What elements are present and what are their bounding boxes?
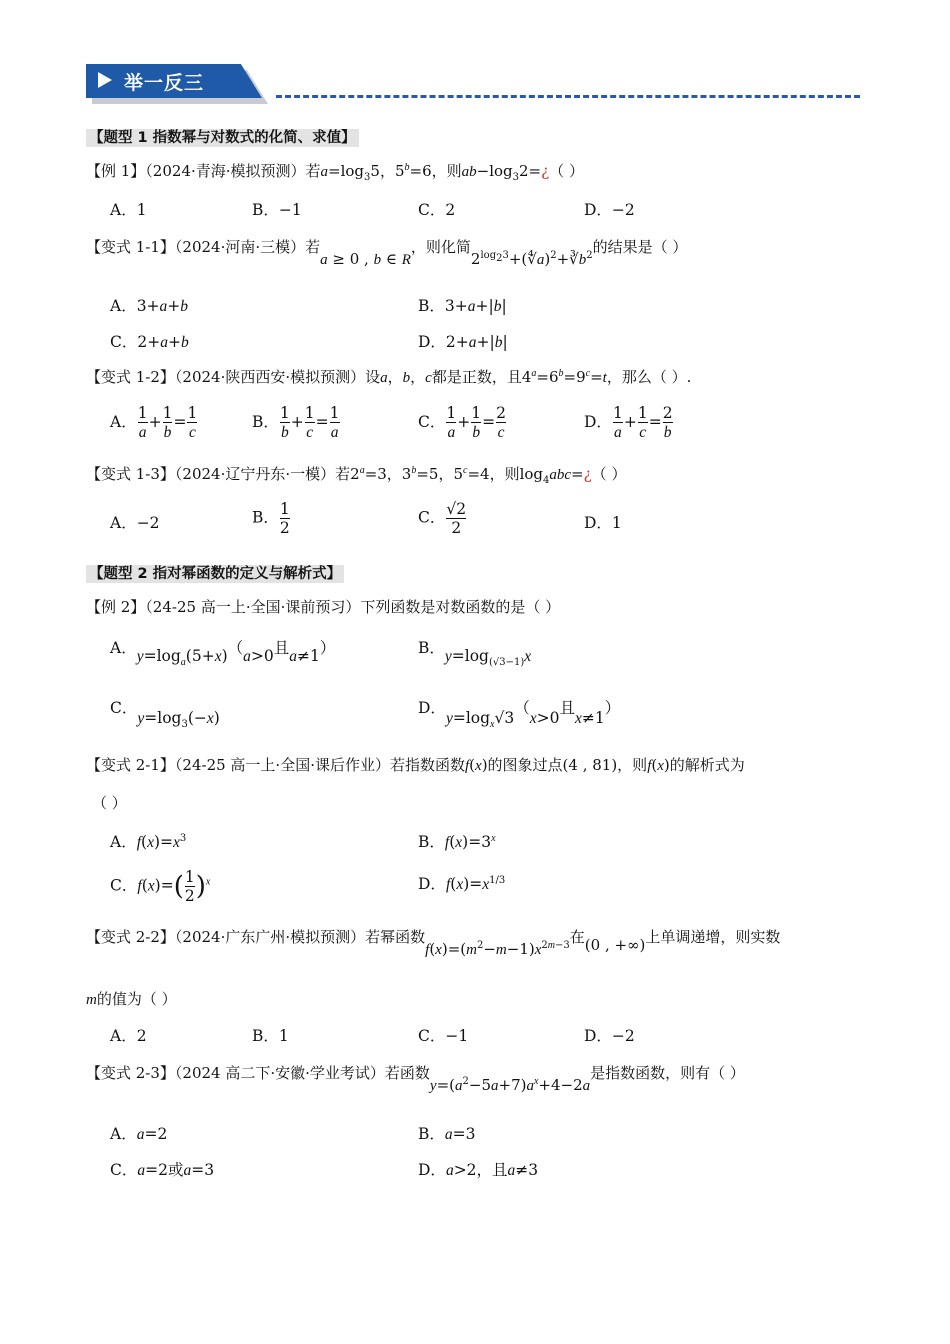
example-1-option-d[interactable]: D．−2	[584, 201, 635, 219]
variant-1-1-option-c[interactable]: C．2+a+b	[110, 333, 189, 351]
example-2-option-c[interactable]: C．$y=\log_3(-x)$	[110, 699, 220, 731]
variant-2-3-option-d[interactable]: D．a>2，且a≠3	[418, 1161, 539, 1179]
variant-1-1-option-a[interactable]: A．3+a+b	[110, 297, 189, 315]
variant-2-3-option-b[interactable]: B．a=3	[418, 1125, 476, 1143]
example-2-stem: 【例 2】（24-25 高一上·全国·课前预习）下列函数是对数函数的是（ ）	[86, 598, 561, 616]
section-1-title	[86, 126, 359, 147]
example-1-option-b[interactable]: B．−1	[252, 201, 302, 219]
play-arrow-icon	[98, 72, 112, 88]
example-1-option-a[interactable]: A．1	[110, 201, 147, 219]
variant-1-3-option-b[interactable]: B． $\frac{1}{2}$	[252, 500, 290, 537]
variant-1-1-option-b[interactable]: B．3+a+|b|	[418, 297, 507, 315]
variant-2-1-tail: （ ）	[92, 794, 127, 812]
variant-1-2-option-a[interactable]: A． $\frac{1}{a}$ + $\frac{1}{b}$ = $\frac{1}{c}$	[110, 404, 198, 441]
variant-2-1-option-d[interactable]: D．$f(x)=x^{1/3}$	[418, 874, 506, 893]
variant-2-1-option-c[interactable]: C．f(x)=( $\frac{1}{2}$ )$^x$	[110, 868, 211, 905]
example-2-option-d[interactable]: D．$y=\log_x√3(x>0$且x≠1）	[418, 699, 621, 731]
section-2-label: 【题型 2 指对幂函数的定义与解析式】	[86, 565, 344, 583]
variant-1-3-option-a[interactable]: A．−2	[110, 514, 160, 532]
variant-1-2-option-b[interactable]: B． $\frac{1}{b}$ + $\frac{1}{c}$ = $\frac{1}{a}$	[252, 404, 340, 441]
banner-title: 举一反三	[124, 72, 205, 94]
variant-1-2-option-c[interactable]: C． $\frac{1}{a}$ + $\frac{1}{b}$ = $\frac{2}{c}$	[418, 404, 506, 441]
variant-1-3-option-d[interactable]: D．1	[584, 514, 622, 532]
variant-2-3-option-c[interactable]: C．a=2或a=3	[110, 1161, 215, 1179]
variant-2-2-tail: m的值为（ ）	[86, 990, 177, 1008]
variant-1-3-stem: 【变式 1-3】（2024·辽宁丹东·一模）若$2^a=3$，$3^b=5$，$5^c=4$，则$\log_4abc=¿$（ ）	[86, 465, 627, 486]
variant-2-2-option-d[interactable]: D．−2	[584, 1027, 635, 1045]
variant-1-1-stem: 【变式 1-1】（2024·河南·三模）若a ≥ 0 , b ∈ R，则化简$2^{log_23}+(∜a)^2+∛b^2$的结果是（ ）	[86, 238, 688, 268]
section-1-label: 【题型 1 指数幂与对数式的化简、求值】	[86, 129, 359, 147]
variant-2-2-option-a[interactable]: A．2	[110, 1027, 147, 1045]
example-2-option-b[interactable]: B．$y=\log_{(√3-1)}x$	[418, 639, 532, 669]
variant-1-1-option-d[interactable]: D．2+a+|b|	[418, 333, 508, 351]
dashed-divider	[276, 95, 860, 98]
variant-2-2-option-b[interactable]: B．1	[252, 1027, 289, 1045]
example-1-stem: 【例 1】（2024·青海·模拟预测）若$a=\log_35$，$5^b=6$，则$ab-\log_32=¿$（ ）	[86, 162, 584, 183]
section-2-title	[86, 562, 344, 583]
variant-2-3-stem: 【变式 2-3】（2024 高二下·安徽·学业考试）若函数$y=(a^2-5a+7)a^x+4-2a$是指数函数，则有（ ）	[86, 1064, 745, 1094]
variant-2-3-option-a[interactable]: A．a=2	[110, 1125, 168, 1143]
example-1-option-c[interactable]: C．2	[418, 201, 456, 219]
example-2-option-a[interactable]: A．$y=\log_a(5+x)(a>0$且a≠1）	[110, 639, 336, 669]
variant-2-1-option-a[interactable]: A．$f(x)=x^3$	[110, 832, 187, 851]
variant-2-1-stem: 【变式 2-1】（24-25 高一上·全国·课后作业）若指数函数f(x)的图象过点(4 , 81)，则f(x)的解析式为	[86, 756, 745, 774]
variant-1-2-option-d[interactable]: D． $\frac{1}{a}$ + $\frac{1}{c}$ = $\frac{2}{b}$	[584, 404, 673, 441]
variant-2-2-option-c[interactable]: C．−1	[418, 1027, 469, 1045]
example-1-label: 【例 1】（2024·青海·模拟预测）若	[86, 162, 321, 180]
variant-1-2-stem: 【变式 1-2】（2024·陕西西安·模拟预测）设a，b，c都是正数，且$4^a=6^b=9^c=t$，那么（ ）.	[86, 368, 692, 386]
variant-2-2-stem: 【变式 2-2】（2024·广东广州·模拟预测）若幂函数$f(x)=(m^2-m-1)x^{2m-3}$在(0 , +∞)上单调递增，则实数	[86, 928, 781, 958]
variant-1-3-option-c[interactable]: C． $\frac{√2}{2}$	[418, 500, 467, 537]
variant-2-1-option-b[interactable]: B．$f(x)=3^x$	[418, 832, 496, 851]
